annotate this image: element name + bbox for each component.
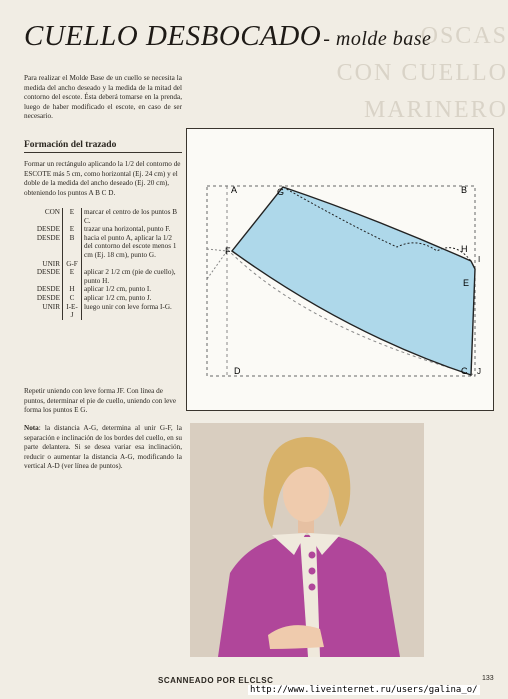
scan-credit: SCANNEADO POR ELCLSC [158,676,274,685]
label-c: C [461,366,468,376]
step-row: UNIR G-F [24,260,184,269]
label-d: D [234,366,241,376]
pattern-diagram [186,128,494,411]
note-label: Nota [24,424,39,432]
label-f: F [225,246,231,256]
note-paragraph [24,424,182,472]
label-j: J [477,367,481,376]
label-i: I [478,255,481,264]
bleed-through-text: OSCAS CON CUELLO MARINERO [336,23,508,123]
note-text: : la distancia A-G, determina al unir G-F, la separación e inclinación de los bordes del cuello, en su parte delantera. Si se desea variar esa inclinación, reducir o aumentar la distancia A-G, modificando la vertical A-D (ver línea de puntos). [24,424,182,471]
steps-table [24,208,184,320]
title-sub: - molde base [323,28,432,50]
page-number: 133 [482,675,494,682]
instructions-paragraph: Formar un rectángulo aplicando la 1/2 del contorno de ESCOTE más 5 cm, como horizontal (Ej. 24 cm) y el doble de la medida del ancho deseado (Ej. 20 cm), obteniendo los puntos A B C D. [24,160,181,197]
pattern-drawing [187,129,495,412]
label-e: E [463,278,470,288]
intro-paragraph: Para realizar el Molde Base de un cuello se necesita la medida del ancho deseado y la medida de la mitad del contorno del escote. Ésta deberá tomarse en la prenda, luego de haber modificado el escote, en caso de ser necesario. [24,74,182,121]
section-heading: Formación del trazado [24,140,182,153]
label-h: H [461,244,468,254]
step-row: UNIR I-E-J luego unir con leve forma I-G. [42,302,172,320]
model-photo [190,423,424,657]
step-row: DESDE B hacia el punto A, aplicar la 1/2 del contorno del escote menos 1 cm (Ej. 18 cm), punto G. [36,233,177,259]
collar-pattern [232,187,475,375]
page-title [24,20,431,53]
source-url[interactable]: http://www.liveinternet.ru/users/galina_o/ [250,685,478,695]
step-row: DESDE E trazar una horizontal, punto F. [36,225,171,234]
label-a: A [231,185,238,195]
label-b: B [461,185,468,195]
title-main: CUELLO DESBOCADO [24,20,322,52]
repeat-paragraph: Repetir uniendo con leve forma JF. Con línea de puntos, determinar el pie de cuello, uniendo con leve forma los puntos E G. [24,387,177,415]
step-row: CON E marcar el centro de los puntos B C. [44,208,178,225]
step-row: DESDE E aplicar 2 1/2 cm (pie de cuello), punto H. [36,268,176,285]
model-illustration [190,423,424,657]
step-row: DESDE H aplicar 1/2 cm, punto I. [36,285,152,294]
label-g: G [277,187,285,197]
step-row: DESDE C aplicar 1/2 cm, punto J. [36,293,152,302]
